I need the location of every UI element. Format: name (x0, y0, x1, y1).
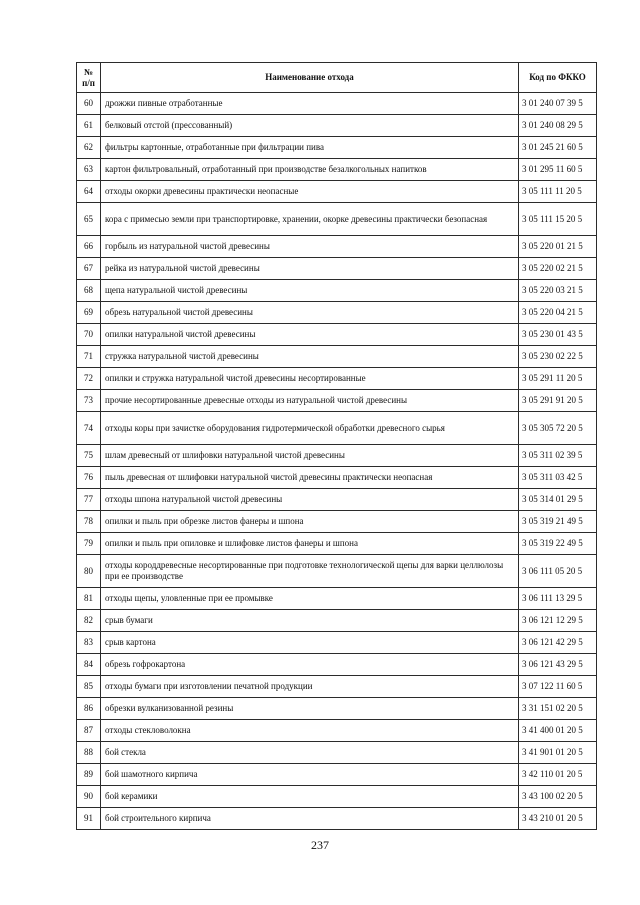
row-name: бой строительного кирпича (101, 808, 519, 830)
table-row (77, 588, 597, 610)
table-row (77, 720, 597, 742)
table-row (77, 280, 597, 302)
table-row (77, 93, 597, 115)
table-row (77, 610, 597, 632)
row-code: 3 05 319 21 49 5 (519, 511, 597, 533)
row-code: 3 06 121 42 29 5 (519, 632, 597, 654)
table-row (77, 676, 597, 698)
row-name: опилки натуральной чистой древесины (101, 324, 519, 346)
table-row (77, 489, 597, 511)
row-number: 90 (77, 786, 101, 808)
row-code: 3 05 220 02 21 5 (519, 258, 597, 280)
row-name: бой стекла (101, 742, 519, 764)
table-header-row (77, 63, 597, 93)
page-number: 237 (311, 838, 329, 852)
row-name: рейка из натуральной чистой древесины (101, 258, 519, 280)
row-name: отходы окорки древесины практически неопасные (101, 181, 519, 203)
row-name: опилки и пыль при обрезке листов фанеры и шпона (101, 511, 519, 533)
header-number-label: № п/п (82, 66, 95, 88)
table-row (77, 115, 597, 137)
row-code: 3 05 111 15 20 5 (519, 203, 597, 236)
row-number: 70 (77, 324, 101, 346)
row-code: 3 41 901 01 20 5 (519, 742, 597, 764)
row-name: отходы коры при зачистке оборудования гидротермической обработки древесного сырья (101, 412, 519, 445)
row-code: 3 05 319 22 49 5 (519, 533, 597, 555)
table-row (77, 808, 597, 830)
row-code: 3 05 230 01 43 5 (519, 324, 597, 346)
row-name: срыв картона (101, 632, 519, 654)
table-row (77, 159, 597, 181)
table-row (77, 555, 597, 588)
row-name: кора с примесью земли при транспортировке, хранении, окорке древесины практически безопасная (101, 203, 519, 236)
row-name: шлам древесный от шлифовки натуральной чистой древесины (101, 445, 519, 467)
row-number: 72 (77, 368, 101, 390)
row-code: 3 07 122 11 60 5 (519, 676, 597, 698)
row-code: 3 05 311 03 42 5 (519, 467, 597, 489)
row-number: 67 (77, 258, 101, 280)
row-number: 88 (77, 742, 101, 764)
row-code: 3 42 110 01 20 5 (519, 764, 597, 786)
row-number: 62 (77, 137, 101, 159)
row-name: горбыль из натуральной чистой древесины (101, 236, 519, 258)
table-row (77, 368, 597, 390)
row-code: 3 05 305 72 20 5 (519, 412, 597, 445)
row-number: 91 (77, 808, 101, 830)
row-code: 3 43 100 02 20 5 (519, 786, 597, 808)
row-number: 82 (77, 610, 101, 632)
row-number: 68 (77, 280, 101, 302)
row-number: 89 (77, 764, 101, 786)
row-number: 84 (77, 654, 101, 676)
row-name: обрезь гофрокартона (101, 654, 519, 676)
row-code: 3 05 311 02 39 5 (519, 445, 597, 467)
row-number: 65 (77, 203, 101, 236)
table-row (77, 412, 597, 445)
table-row (77, 533, 597, 555)
row-name: картон фильтровальный, отработанный при производстве безалкогольных напитков (101, 159, 519, 181)
row-number: 79 (77, 533, 101, 555)
row-name: отходы щепы, уловленные при ее промывке (101, 588, 519, 610)
row-number: 60 (77, 93, 101, 115)
table-row (77, 654, 597, 676)
row-number: 74 (77, 412, 101, 445)
row-code: 3 05 220 01 21 5 (519, 236, 597, 258)
header-name (101, 63, 519, 93)
row-name: пыль древесная от шлифовки натуральной чистой древесины практически неопасная (101, 467, 519, 489)
row-name: опилки и пыль при опиловке и шлифовке листов фанеры и шпона (101, 533, 519, 555)
row-number: 86 (77, 698, 101, 720)
row-name: отходы короддревесные несортированные при подготовке технологической щепы для варки целлюлозы при ее производстве (101, 555, 519, 588)
table-row (77, 137, 597, 159)
table-row (77, 390, 597, 412)
table-row (77, 786, 597, 808)
row-number: 71 (77, 346, 101, 368)
row-name: опилки и стружка натуральной чистой древесины несортированные (101, 368, 519, 390)
row-name: обрезки вулканизованной резины (101, 698, 519, 720)
table-row (77, 742, 597, 764)
row-name: бой керамики (101, 786, 519, 808)
row-number: 61 (77, 115, 101, 137)
row-number: 80 (77, 555, 101, 588)
row-number: 83 (77, 632, 101, 654)
table-row (77, 445, 597, 467)
row-number: 63 (77, 159, 101, 181)
row-number: 81 (77, 588, 101, 610)
table-row (77, 258, 597, 280)
table-row (77, 324, 597, 346)
table-row (77, 302, 597, 324)
row-number: 85 (77, 676, 101, 698)
row-code: 3 31 151 02 20 5 (519, 698, 597, 720)
row-code: 3 01 240 07 39 5 (519, 93, 597, 115)
header-name-label: Наименование отхода (265, 72, 354, 82)
row-name: дрожжи пивные отработанные (101, 93, 519, 115)
table-row (77, 764, 597, 786)
row-number: 78 (77, 511, 101, 533)
row-number: 66 (77, 236, 101, 258)
row-code: 3 06 121 12 29 5 (519, 610, 597, 632)
table-row (77, 346, 597, 368)
row-code: 3 05 220 04 21 5 (519, 302, 597, 324)
row-code: 3 06 111 05 20 5 (519, 555, 597, 588)
row-code: 3 06 111 13 29 5 (519, 588, 597, 610)
row-number: 64 (77, 181, 101, 203)
header-code (519, 63, 597, 93)
row-name: бой шамотного кирпича (101, 764, 519, 786)
table-row (77, 632, 597, 654)
row-name: белковый отстой (прессованный) (101, 115, 519, 137)
row-code: 3 05 291 91 20 5 (519, 390, 597, 412)
table-row (77, 698, 597, 720)
row-name: отходы шпона натуральной чистой древесины (101, 489, 519, 511)
row-code: 3 01 295 11 60 5 (519, 159, 597, 181)
row-number: 73 (77, 390, 101, 412)
row-name: стружка натуральной чистой древесины (101, 346, 519, 368)
waste-table (76, 62, 597, 830)
row-code: 3 06 121 43 29 5 (519, 654, 597, 676)
row-name: обрезь натуральной чистой древесины (101, 302, 519, 324)
table-row (77, 236, 597, 258)
row-code: 3 05 220 03 21 5 (519, 280, 597, 302)
row-number: 77 (77, 489, 101, 511)
header-number (77, 63, 101, 93)
row-name: отходы стекловолокна (101, 720, 519, 742)
row-code: 3 05 291 11 20 5 (519, 368, 597, 390)
row-name: щепа натуральной чистой древесины (101, 280, 519, 302)
table-row (77, 181, 597, 203)
row-code: 3 41 400 01 20 5 (519, 720, 597, 742)
row-number: 69 (77, 302, 101, 324)
table-row (77, 203, 597, 236)
row-number: 87 (77, 720, 101, 742)
header-code-label: Код по ФККО (529, 72, 586, 82)
row-name: отходы бумаги при изготовлении печатной продукции (101, 676, 519, 698)
row-code: 3 01 240 08 29 5 (519, 115, 597, 137)
row-code: 3 05 230 02 22 5 (519, 346, 597, 368)
row-number: 76 (77, 467, 101, 489)
row-code: 3 05 111 11 20 5 (519, 181, 597, 203)
row-code: 3 05 314 01 29 5 (519, 489, 597, 511)
row-name: срыв бумаги (101, 610, 519, 632)
table-row (77, 511, 597, 533)
row-code: 3 43 210 01 20 5 (519, 808, 597, 830)
row-number: 75 (77, 445, 101, 467)
row-name: фильтры картонные, отработанные при фильтрации пива (101, 137, 519, 159)
row-name: прочие несортированные древесные отходы из натуральной чистой древесины (101, 390, 519, 412)
row-code: 3 01 245 21 60 5 (519, 137, 597, 159)
table-row (77, 467, 597, 489)
